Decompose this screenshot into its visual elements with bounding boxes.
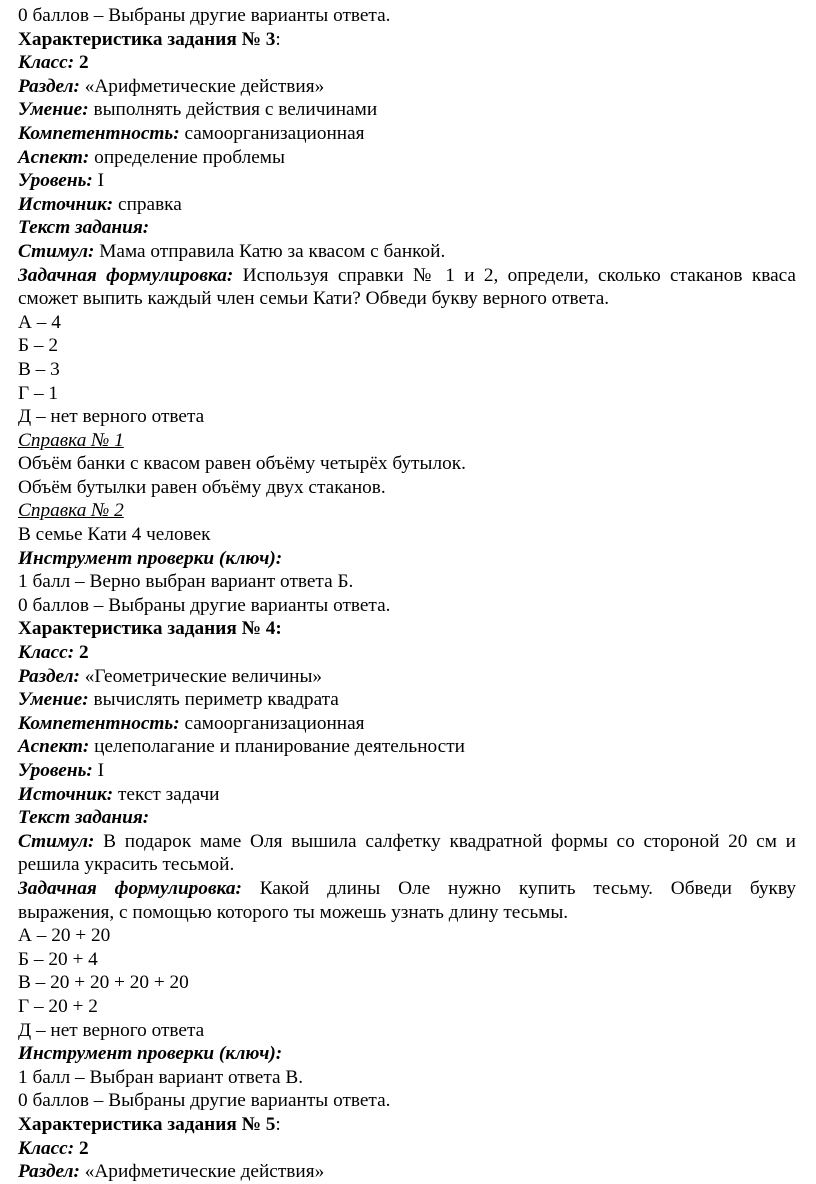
value: 2	[74, 642, 89, 664]
label: Класс:	[18, 52, 75, 74]
task3-skill	[18, 98, 796, 122]
text: Объём бутылки равен объёму двух стаканов.	[18, 476, 386, 498]
label: Раздел:	[18, 75, 80, 97]
label: Аспект:	[18, 146, 90, 168]
task4-text-label	[18, 806, 796, 830]
value: выполнять действия с величинами	[88, 99, 378, 121]
task3-text-label	[18, 216, 796, 240]
value: 2	[74, 52, 89, 74]
text: В семье Кати 4 человек	[18, 524, 211, 546]
task3-heading	[18, 28, 796, 52]
task5-class	[18, 1137, 796, 1161]
task4-option-g	[18, 995, 796, 1019]
text: 0 баллов – Выбраны другие варианты ответа.	[18, 594, 391, 616]
task3-option-g	[18, 382, 796, 406]
value: 2	[74, 1137, 89, 1159]
value: самоорганизационная	[179, 712, 365, 734]
label: Компетентность:	[18, 712, 180, 734]
task3-reference1-title	[18, 429, 796, 453]
option-text: Д – нет верного ответа	[18, 406, 205, 428]
task4-formulation	[18, 877, 796, 901]
heading-text: Характеристика задания № 3	[18, 28, 276, 50]
task4-aspect	[18, 735, 796, 759]
value: справка	[113, 193, 182, 215]
task3-aspect	[18, 146, 796, 170]
value: текст задачи	[113, 783, 220, 805]
label: Уровень:	[18, 170, 93, 192]
task3-competence	[18, 122, 796, 146]
value: вычислять периметр квадрата	[88, 689, 339, 711]
label: Текст задания:	[18, 217, 150, 239]
reference-title: Справка № 1	[18, 429, 124, 451]
option-text: А – 4	[18, 311, 61, 333]
label: Умение:	[18, 99, 89, 121]
task3-key-zero	[18, 594, 796, 618]
text: 0 баллов – Выбраны другие варианты ответа.	[18, 5, 391, 26]
label: Задачная формулировка:	[18, 877, 242, 899]
label: Умение:	[18, 689, 89, 711]
task5-heading	[18, 1113, 796, 1137]
option-text: В – 20 + 20 + 20 + 20	[18, 972, 189, 994]
label: Раздел:	[18, 1161, 80, 1183]
label: Стимул:	[18, 830, 95, 852]
value: В подарок маме Оля вышила салфетку квадратной формы со стороной 20 см и	[94, 830, 796, 852]
task4-level	[18, 759, 796, 783]
label: Источник:	[18, 193, 114, 215]
task3-option-a	[18, 311, 796, 335]
label: Раздел:	[18, 665, 80, 687]
option-text: А – 20 + 20	[18, 925, 111, 947]
option-text: Г – 1	[18, 382, 59, 404]
label: Инструмент проверки (ключ):	[18, 547, 283, 569]
task3-reference1-line2	[18, 476, 796, 500]
label: Задачная формулировка:	[18, 264, 234, 286]
value: выражения, с помощью которого ты можешь узнать длину тесьмы.	[18, 901, 569, 923]
task3-reference2-line1	[18, 523, 796, 547]
heading-text: Характеристика задания № 5	[18, 1113, 276, 1135]
text: 1 балл – Выбран вариант ответа В.	[18, 1066, 304, 1088]
value: Какой длины Оле нужно купить тесьму. Обведи букву	[241, 877, 796, 899]
label: Стимул:	[18, 240, 95, 262]
task4-skill	[18, 688, 796, 712]
task4-key-one	[18, 1066, 796, 1090]
task4-key-zero	[18, 1089, 796, 1113]
option-text: Д – нет верного ответа	[18, 1019, 205, 1041]
label: Класс:	[18, 1137, 75, 1159]
task4-stimulus	[18, 830, 796, 854]
value: целеполагание и планирование деятельности	[89, 736, 465, 758]
value: «Арифметические действия»	[79, 75, 325, 97]
task3-formulation-cont	[18, 287, 796, 311]
task4-option-b	[18, 948, 796, 972]
task4-option-v	[18, 971, 796, 995]
option-text: Б – 2	[18, 335, 58, 357]
task3-class	[18, 51, 796, 75]
label: Компетентность:	[18, 122, 180, 144]
task3-option-b	[18, 334, 796, 358]
task4-stimulus-cont	[18, 853, 796, 877]
option-text: В – 3	[18, 358, 60, 380]
label: Источник:	[18, 783, 114, 805]
text: Объём банки с квасом равен объёму четырёх бутылок.	[18, 453, 466, 475]
task3-level	[18, 169, 796, 193]
value: Используя справки № 1 и 2, определи, сколько стаканов кваса	[233, 264, 796, 286]
reference-title: Справка № 2	[18, 500, 124, 522]
task3-key-label	[18, 547, 796, 571]
task4-heading	[18, 617, 796, 641]
label: Класс:	[18, 642, 75, 664]
task3-section	[18, 75, 796, 99]
task3-stimulus	[18, 240, 796, 264]
task5-section	[18, 1160, 796, 1184]
task4-option-d	[18, 1019, 796, 1043]
value: «Геометрические величины»	[79, 665, 323, 687]
task3-source	[18, 193, 796, 217]
label: Инструмент проверки (ключ):	[18, 1043, 283, 1065]
heading-colon: :	[275, 1113, 281, 1135]
value: I	[92, 170, 105, 192]
task3-formulation	[18, 264, 796, 288]
task4-class	[18, 641, 796, 665]
label: Текст задания:	[18, 807, 150, 829]
value: «Арифметические действия»	[79, 1161, 325, 1183]
task4-key-label	[18, 1042, 796, 1066]
task4-source	[18, 783, 796, 807]
value: решила украсить тесьмой.	[18, 854, 235, 876]
heading-colon: :	[275, 28, 281, 50]
value: I	[92, 760, 105, 781]
task3-key-one	[18, 570, 796, 594]
score-zero-line	[18, 4, 796, 28]
task3-option-v	[18, 358, 796, 382]
value: определение проблемы	[89, 146, 285, 168]
option-text: Г – 20 + 2	[18, 995, 98, 1017]
value: самоорганизационная	[179, 122, 365, 144]
value: сможет выпить каждый член семьи Кати? Обведи букву верного ответа.	[18, 288, 610, 310]
task4-competence	[18, 712, 796, 736]
text: 0 баллов – Выбраны другие варианты ответа.	[18, 1090, 391, 1112]
value: Мама отправила Катю за квасом с банкой.	[94, 240, 446, 262]
task3-reference1-line1	[18, 452, 796, 476]
text: 1 балл – Верно выбран вариант ответа Б.	[18, 571, 354, 593]
task3-reference2-title	[18, 499, 796, 523]
label: Уровень:	[18, 760, 93, 781]
task4-formulation-cont	[18, 901, 796, 925]
option-text: Б – 20 + 4	[18, 948, 98, 970]
task3-option-d	[18, 405, 796, 429]
heading-text: Характеристика задания № 4:	[18, 618, 282, 640]
task4-section	[18, 665, 796, 689]
task4-option-a	[18, 924, 796, 948]
label: Аспект:	[18, 736, 90, 758]
